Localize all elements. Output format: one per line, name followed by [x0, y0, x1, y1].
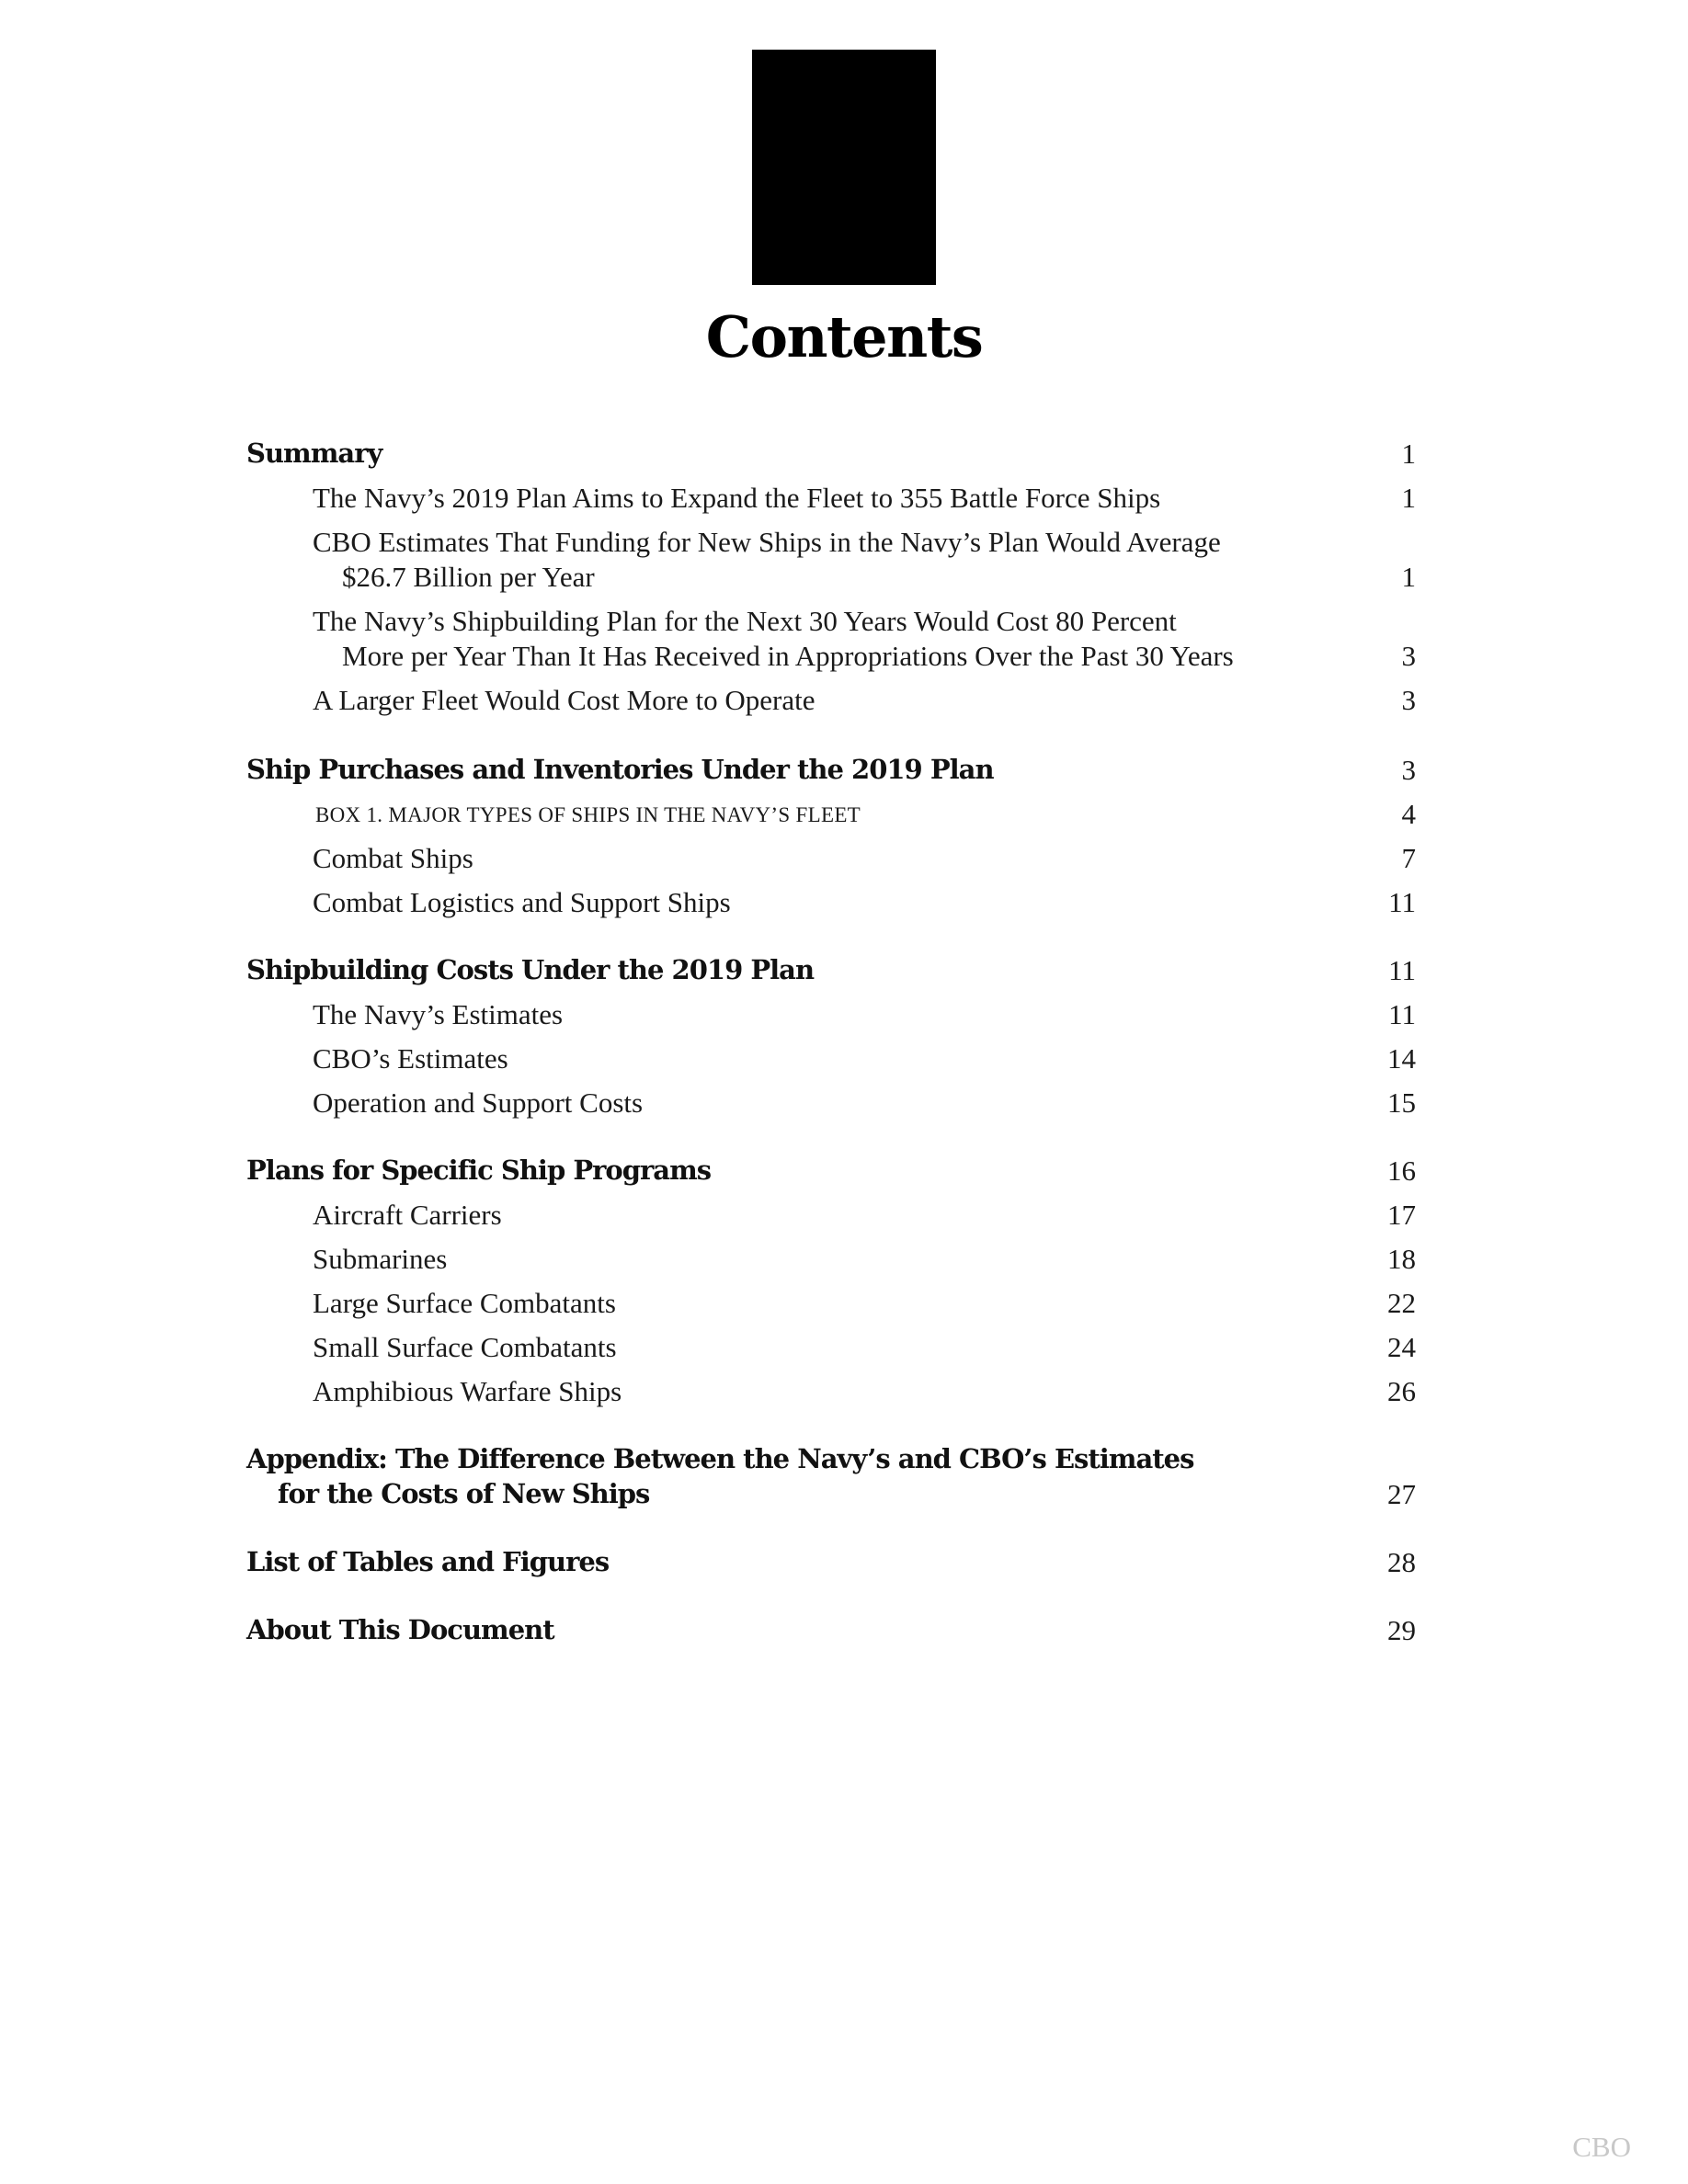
toc-entry-cbo-funding-line2[interactable]: $26.7 Billion per Year — [342, 561, 595, 593]
toc-page-number: 4 — [1401, 798, 1416, 830]
toc-page-number: 1 — [1401, 482, 1416, 514]
toc-entry-box-1[interactable]: BOX 1. MAJOR TYPES OF SHIPS IN THE NAVY’S FLEET — [315, 803, 861, 826]
toc-section-shipbuilding-costs[interactable]: Shipbuilding Costs Under the 2019 Plan — [246, 954, 815, 985]
toc-entry-navy-2019-plan[interactable]: The Navy’s 2019 Plan Aims to Expand the Fleet to 355 Battle Force Ships — [313, 482, 1161, 514]
toc-page-number: 28 — [1387, 1546, 1416, 1578]
toc-page-number: 3 — [1401, 684, 1416, 716]
toc-page-number: 22 — [1387, 1287, 1416, 1319]
toc-section-ship-purchases[interactable]: Ship Purchases and Inventories Under the 2019 Plan — [246, 754, 994, 785]
toc-page-number: 18 — [1387, 1243, 1416, 1275]
toc-entry-cbo-estimates[interactable]: CBO’s Estimates — [313, 1042, 508, 1075]
toc-entry-large-surface-combatants[interactable]: Large Surface Combatants — [313, 1287, 616, 1319]
toc-page-number: 3 — [1401, 754, 1416, 786]
toc-page-number: 26 — [1387, 1375, 1416, 1407]
toc-entry-cbo-funding-line1[interactable]: CBO Estimates That Funding for New Ships in the Navy’s Plan Would Average — [313, 526, 1221, 558]
toc-page-number: 17 — [1387, 1199, 1416, 1231]
toc-section-specific-programs[interactable]: Plans for Specific Ship Programs — [246, 1155, 712, 1186]
toc-entry-combat-logistics[interactable]: Combat Logistics and Support Ships — [313, 886, 731, 918]
toc-page-number: 15 — [1387, 1086, 1416, 1119]
toc-page-number: 1 — [1401, 561, 1416, 593]
toc-page-number: 11 — [1388, 886, 1416, 918]
toc-page-number: 29 — [1387, 1614, 1416, 1646]
toc-section-about-document[interactable]: About This Document — [246, 1614, 554, 1645]
footer-cbo-mark: CBO — [1572, 2131, 1631, 2163]
toc-page-number: 1 — [1401, 438, 1416, 470]
toc-page-number: 16 — [1387, 1155, 1416, 1187]
toc-entry-shipbuilding-30-years-line1[interactable]: The Navy’s Shipbuilding Plan for the Next 30 Years Would Cost 80 Percent — [313, 605, 1177, 637]
toc-entry-submarines[interactable]: Submarines — [313, 1243, 448, 1275]
toc-entry-aircraft-carriers[interactable]: Aircraft Carriers — [313, 1199, 502, 1231]
toc-section-appendix-line1[interactable]: Appendix: The Difference Between the Navy’s and CBO’s Estimates — [246, 1443, 1194, 1474]
toc-entry-amphibious-warfare[interactable]: Amphibious Warfare Ships — [313, 1375, 622, 1407]
toc-entry-navy-estimates[interactable]: The Navy’s Estimates — [313, 998, 564, 1030]
toc-section-appendix-line2[interactable]: for the Costs of New Ships — [278, 1478, 650, 1509]
toc-page-number: 24 — [1387, 1331, 1416, 1363]
toc-entry-combat-ships[interactable]: Combat Ships — [313, 842, 473, 874]
toc-entry-larger-fleet[interactable]: A Larger Fleet Would Cost More to Operate — [313, 684, 815, 716]
toc-section-summary[interactable]: Summary — [246, 438, 382, 469]
toc-page-number: 3 — [1401, 640, 1416, 672]
toc-page-number: 11 — [1388, 954, 1416, 986]
page-title: Contents — [705, 303, 983, 370]
toc-page-number: 11 — [1388, 998, 1416, 1030]
toc-entry-small-surface-combatants[interactable]: Small Surface Combatants — [313, 1331, 617, 1363]
toc-page-number: 14 — [1387, 1042, 1416, 1075]
toc-page-number: 27 — [1387, 1478, 1416, 1510]
toc-entry-shipbuilding-30-years-line2[interactable]: More per Year Than It Has Received in Appropriations Over the Past 30 Years — [342, 640, 1234, 672]
toc-entry-operation-support[interactable]: Operation and Support Costs — [313, 1086, 644, 1119]
toc-section-list-of-tables[interactable]: List of Tables and Figures — [246, 1546, 610, 1577]
toc-page-number: 7 — [1401, 842, 1416, 874]
